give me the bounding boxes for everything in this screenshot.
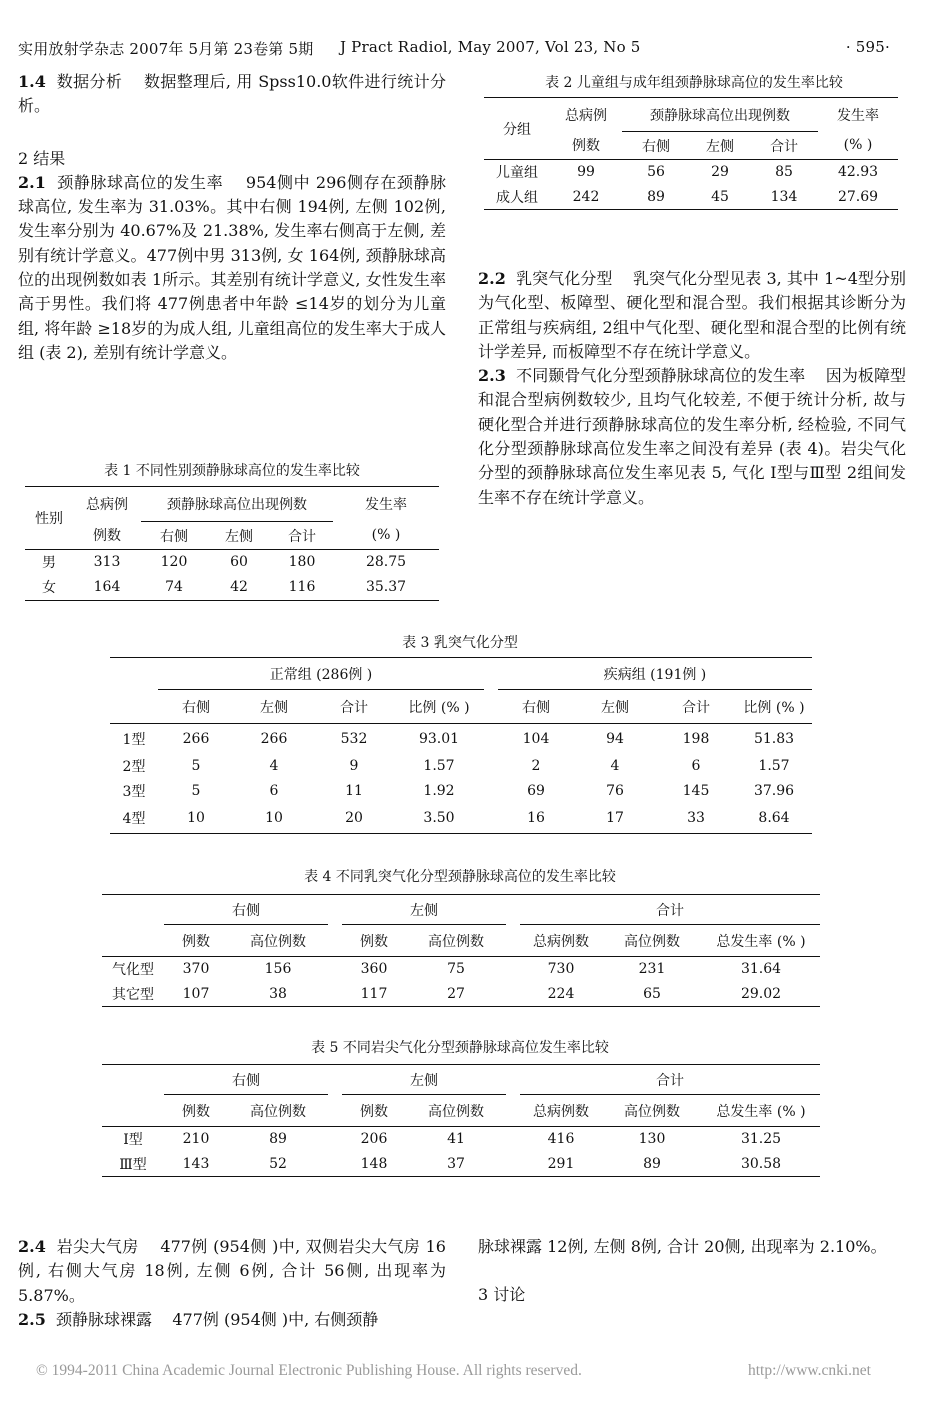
table-1-header-right: 右侧 (160, 528, 188, 545)
page-number: · 595· (845, 38, 890, 56)
table-4-header-cases: 例数 (360, 933, 388, 950)
row-label: 气化型 (112, 962, 154, 979)
cell: 143 (182, 1155, 210, 1172)
section-title: 颈静脉球高位的发生率 (57, 172, 224, 192)
table-4-header-high: 高位例数 (250, 933, 306, 950)
bottom-right-text (478, 1235, 906, 1308)
cell: 148 (360, 1155, 388, 1172)
table-3-group-disease: 疾病组 (191例 ) (498, 658, 812, 690)
cell: 134 (770, 188, 798, 205)
table-3-header-sum: 合计 (340, 699, 368, 716)
cell: 1.92 (423, 783, 455, 799)
table-row (110, 754, 812, 779)
section-2-3 (478, 364, 906, 510)
section-title: 数据分析 (56, 72, 123, 91)
section-2-5-continued: 脉球裸露 12例, 左侧 8例, 合计 20侧, 出现率为 2.10%。 (478, 1237, 887, 1256)
cell: 145 (682, 783, 710, 799)
table-row (102, 1127, 820, 1152)
table-5-header-high: 高位例数 (428, 1103, 484, 1120)
table-row (110, 724, 812, 754)
cell: 210 (182, 1131, 210, 1148)
section-number: 2.1 (18, 172, 46, 192)
cell: 206 (360, 1131, 388, 1148)
bottom-left-text (18, 1235, 446, 1332)
cell: 89 (643, 1155, 661, 1172)
section-number: 2.3 (478, 366, 506, 386)
cell: 41 (447, 1131, 465, 1148)
row-label: 其它型 (112, 986, 154, 1003)
table-5-header-high: 高位例数 (250, 1103, 306, 1120)
cell: 17 (606, 810, 624, 827)
table-4-header-rate: 总发生率 (% ) (716, 933, 806, 950)
section-2-heading: 2 结果 (18, 148, 66, 168)
cell: 5 (191, 783, 201, 799)
table-row (484, 185, 898, 210)
cell: 224 (547, 985, 575, 1002)
cell: 16 (527, 810, 545, 827)
table-3-header-ratio: 比例 (% ) (743, 699, 805, 716)
section-3-heading: 3 讨论 (478, 1285, 526, 1305)
section-body: 477例 (954侧 )中, 右侧颈静 (172, 1309, 379, 1329)
cell: 6 (269, 783, 279, 799)
table-2-header-right: 右侧 (642, 138, 670, 155)
left-column-text (18, 70, 446, 365)
cell: 198 (682, 730, 710, 747)
table-4-header-total-cases: 总病例数 (533, 933, 589, 950)
cell: 242 (572, 188, 600, 205)
cell: 30.58 (740, 1155, 782, 1172)
cell: 3.50 (423, 810, 455, 827)
table-3-header-sum: 合计 (682, 699, 710, 716)
cell: 20 (345, 810, 363, 827)
cell: 60 (230, 554, 248, 571)
section-2-1 (18, 171, 446, 365)
cell: 130 (638, 1131, 666, 1148)
copyright-footer: © 1994-2011 China Academic Journal Electronic Publishing House. All rights reserved. (36, 1362, 582, 1379)
section-number: 2.5 (18, 1309, 46, 1329)
table-4-caption: 表 4 不同乳突气化分型颈静脉球高位的发生率比较 (304, 869, 616, 885)
cell: 156 (264, 961, 292, 978)
table-2-header-rate: 发生率 (837, 107, 879, 124)
table-2-header-total-2: 例数 (572, 138, 600, 155)
table-4 (102, 894, 820, 1007)
section-number: 2.2 (478, 269, 506, 288)
table-5 (102, 1064, 820, 1177)
table-1-header-rate: 发生率 (365, 497, 407, 514)
section-title: 乳突气化分型 (516, 269, 613, 288)
cell: 2 (531, 758, 541, 774)
cell: 107 (182, 985, 210, 1002)
table-5-caption: 表 5 不同岩尖气化分型颈静脉球高位发生率比较 (311, 1040, 609, 1056)
table-4-group-left: 左侧 (342, 895, 506, 925)
table-1-header-total: 总病例 (86, 497, 128, 514)
cell: 116 (288, 579, 316, 596)
journal-header-en: J Pract Radiol, May 2007, Vol 23, No 5 (340, 38, 641, 56)
cell: 75 (447, 961, 465, 978)
cell: 120 (160, 554, 188, 571)
table-5-group-total: 合计 (520, 1065, 820, 1095)
row-label: 男 (42, 555, 56, 572)
cell: 74 (165, 579, 183, 596)
table-3-group-normal: 正常组 (286例 ) (158, 658, 484, 690)
cell: 360 (360, 961, 388, 978)
table-5-header-rate: 总发生率 (% ) (716, 1103, 806, 1120)
section-body: 954侧中 296侧存在颈静脉球高位, 发生率为 31.03%。其中右侧 194例, 左侧 102例, 发生率分别为 40.67%及 21.38%, 发生率右侧高于左侧, 差别有统计学意义。477例中男 313例, 女 164例, 颈静脉球高位的出现例数如表 1所示。其差别有统计学意义, 女性发生率高于男性。我们将 477例患者中年龄 ≤14岁的划分为儿童组, 将年龄 ≥18岁的为成人组, 儿童组高位的发生率大于成人组 (表 2), 差别有统计学意义。 (18, 172, 447, 362)
table-5-group-right: 右侧 (164, 1065, 328, 1095)
table-1-caption: 表 1 不同性别颈静脉球高位的发生率比较 (104, 463, 360, 479)
section-body: 乳突气化分型见表 3, 其中 1~4型分别为气化型、板障型、硬化型和混合型。我们根据其诊断分为正常组与疾病组, 2组中气化型、硬化型和混合型的比例有统计学差异, 而板障型不存在统计学意义。 (478, 269, 907, 361)
table-row (25, 575, 439, 601)
cell: 1.57 (758, 758, 790, 774)
cell: 94 (606, 730, 624, 747)
table-3-header-left: 左侧 (260, 699, 288, 716)
section-title: 不同颞骨气化分型颈静脉球高位的发生率 (516, 366, 806, 386)
cell: 52 (269, 1155, 287, 1172)
cell: 31.64 (740, 961, 782, 978)
cell: 33 (687, 810, 705, 827)
cell: 38 (269, 985, 287, 1002)
table-5-header-high: 高位例数 (624, 1103, 680, 1120)
cell: 99 (577, 164, 595, 181)
table-2-header-total: 总病例 (565, 107, 607, 124)
cell: 56 (647, 164, 665, 181)
table-row (102, 957, 820, 982)
cell: 313 (93, 554, 121, 571)
table-2-header-sum: 合计 (770, 138, 798, 155)
cell: 51.83 (753, 730, 795, 747)
cell: 8.64 (758, 810, 790, 827)
cell: 117 (360, 985, 388, 1002)
table-4-header-high: 高位例数 (428, 933, 484, 950)
table-2-header-group: 分组 (503, 121, 531, 138)
cell: 29 (711, 164, 729, 181)
cell: 76 (606, 783, 624, 799)
cell: 1.57 (423, 758, 455, 774)
row-label: Ⅲ型 (119, 1156, 147, 1173)
cell: 89 (647, 188, 665, 205)
cell: 93.01 (418, 730, 460, 747)
cell: 65 (643, 985, 661, 1002)
section-body: 数据整理后, 用 Spss10.0软件进行统计分析。 (18, 72, 447, 116)
table-1-header-total-2: 例数 (93, 528, 121, 545)
cell: 730 (547, 961, 575, 978)
table-1 (25, 486, 439, 601)
table-1-header-sum: 合计 (288, 528, 316, 545)
cell: 416 (547, 1131, 575, 1148)
cell: 28.75 (365, 554, 407, 571)
table-row (110, 779, 812, 804)
cell: 11 (345, 783, 363, 799)
table-row (25, 550, 439, 575)
row-label: Ⅰ型 (123, 1132, 143, 1149)
cell: 27.69 (837, 188, 879, 205)
cell: 231 (638, 961, 666, 978)
cell: 104 (522, 730, 550, 747)
right-column-text (478, 267, 906, 510)
cell: 69 (527, 783, 545, 799)
section-title: 颈静脉球裸露 (56, 1309, 153, 1329)
section-body: 因为板障型和混合型病例数较少, 且均气化较差, 不便于统计分析, 故与硬化型合并进行颈静脉球高位的发生率分析, 经检验, 不同气化分型颈静脉球高位发生率之间没有差异 (表 4)。岩尖气化分型的颈静脉球高位发生率见表 5, 气化 Ⅰ型与Ⅲ型 2组间发生率不存在统计学意义。 (478, 366, 906, 507)
row-label: 3型 (122, 784, 146, 800)
table-5-header-cases: 例数 (182, 1103, 210, 1120)
row-label: 4型 (122, 811, 146, 828)
table-4-group-total: 合计 (520, 895, 820, 925)
table-4-header-high: 高位例数 (624, 933, 680, 950)
table-1-header-left: 左侧 (225, 528, 253, 545)
section-number: 2.4 (18, 1237, 46, 1256)
row-label: 1型 (122, 731, 146, 748)
journal-header-cn: 实用放射学杂志 2007年 5月第 23卷第 5期 (18, 40, 314, 58)
cell: 37 (447, 1155, 465, 1172)
section-number: 1.4 (18, 72, 46, 91)
table-5-header-total-cases: 总病例数 (533, 1103, 589, 1120)
section-body: 477例 (954侧 )中, 双侧岩尖大气房 16例, 右侧大气房 18例, 左侧 6例, 合计 56侧, 出现率为 5.87%。 (18, 1237, 446, 1305)
table-1-header-occurrence: 颈静脉球高位出现例数 (141, 487, 333, 522)
cell: 4 (269, 758, 279, 774)
table-3-caption: 表 3 乳突气化分型 (402, 635, 518, 651)
cell: 370 (182, 961, 210, 978)
table-2-header-occurrence: 颈静脉球高位出现例数 (622, 98, 818, 132)
cell: 266 (182, 730, 210, 747)
footer-url: http://www.cnki.net (748, 1362, 871, 1379)
table-5-header-cases: 例数 (360, 1103, 388, 1120)
row-label: 2型 (122, 759, 146, 775)
row-label: 女 (42, 580, 56, 597)
cell: 31.25 (740, 1131, 782, 1148)
table-3-header-ratio: 比例 (% ) (408, 699, 470, 716)
cell: 37.96 (753, 783, 795, 799)
table-4-group-right: 右侧 (164, 895, 328, 925)
section-2-4 (18, 1235, 446, 1308)
table-2-header-left: 左侧 (706, 138, 734, 155)
cell: 10 (187, 810, 205, 827)
table-5-group-left: 左侧 (342, 1065, 506, 1095)
cell: 85 (775, 164, 793, 181)
table-4-header-cases: 例数 (182, 933, 210, 950)
table-row (110, 804, 812, 834)
table-3-header-left: 左侧 (601, 699, 629, 716)
table-2-header-rate-2: (% ) (843, 137, 873, 154)
cell: 10 (265, 810, 283, 827)
cell: 29.02 (740, 985, 782, 1002)
table-3-header-right: 右侧 (522, 699, 550, 716)
table-3 (110, 657, 812, 834)
cell: 27 (447, 985, 465, 1002)
table-row (484, 160, 898, 185)
section-2-5 (18, 1308, 446, 1332)
table-row (102, 982, 820, 1007)
table-1-header-rate-2: (% ) (371, 527, 401, 544)
table-3-header-right: 右侧 (182, 699, 210, 716)
cell: 4 (610, 758, 620, 774)
cell: 6 (691, 758, 701, 774)
table-2 (484, 97, 898, 210)
cell: 89 (269, 1131, 287, 1148)
cell: 291 (547, 1155, 575, 1172)
cell: 532 (340, 730, 368, 747)
cell: 42.93 (837, 164, 879, 181)
row-label: 成人组 (496, 189, 538, 206)
cell: 9 (349, 758, 359, 774)
cell: 5 (191, 758, 201, 774)
row-label: 儿童组 (496, 165, 538, 182)
cell: 180 (288, 554, 316, 571)
table-2-caption: 表 2 儿童组与成年组颈静脉球高位的发生率比较 (545, 75, 843, 91)
cell: 42 (230, 579, 248, 596)
section-title: 岩尖大气房 (56, 1237, 139, 1256)
section-1-4 (18, 70, 446, 119)
table-row (102, 1152, 820, 1177)
section-2-2 (478, 267, 906, 364)
table-1-header-group: 性别 (35, 511, 63, 527)
cell: 35.37 (365, 579, 407, 596)
cell: 45 (711, 188, 729, 205)
cell: 266 (260, 730, 288, 747)
cell: 164 (93, 579, 121, 596)
